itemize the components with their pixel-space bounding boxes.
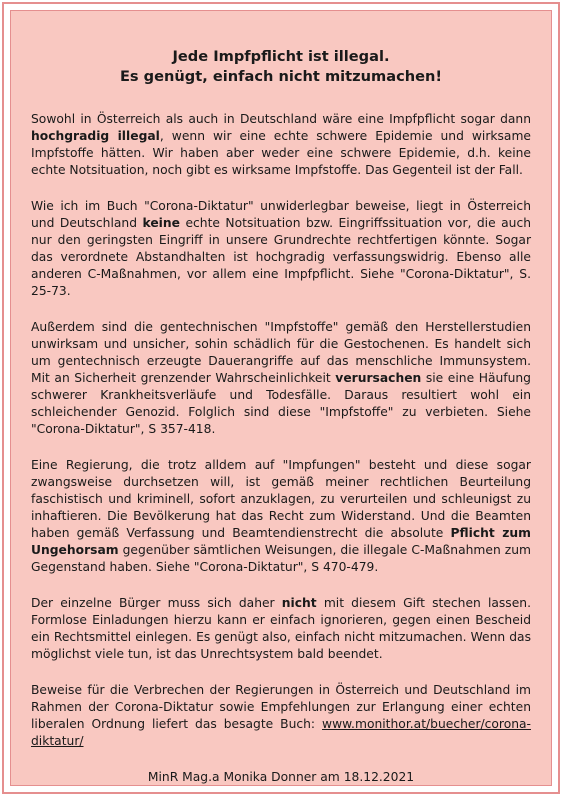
paragraph-2	[31, 198, 531, 300]
paragraph-text: gegenüber sämtlichen Weisungen, die illegale C-Maßnahmen zum Gegenstand haben. Siehe "Corona-Diktatur", S 470-479.	[31, 543, 531, 574]
paragraph-text: Außerdem sind die gentechnischen "Impfstoffe" gemäß den Herstellerstudien unwirksam und unsicher, sohin schädlich für die Gestochenen. Es handelt sich um gentechnisch erzeugte Dauerangriffe auf das menschliche Immunsystem. Mit an Sicherheit grenzender Wahrscheinlichkeit	[31, 320, 531, 385]
paragraph-text: Sowohl in Österreich als auch in Deutschland wäre eine Impfpflicht sogar dann	[31, 112, 531, 126]
title-line-1: Jede Impfpflicht ist illegal.	[172, 48, 390, 65]
content-panel	[10, 10, 552, 786]
paragraph-4	[31, 457, 531, 576]
paragraph-6	[31, 682, 531, 750]
emphasis: nicht	[281, 596, 317, 610]
paragraph-text: sie eine Häufung schwerer Krankheitsverläufe und Todesfälle. Daraus resultiert wohl ein schleichender Genozid. Folglich sind diese "Impfstoffe" zu verbieten. Siehe "Corona-Diktatur", S 357-418.	[31, 371, 531, 436]
paragraph-text: mit diesem Gift stechen lassen. Formlose Einladungen hierzu kann er einfach ignorieren, gegen einen Bescheid ein Rechtsmittel einlegen. Es genügt also, einfach nicht mitzumachen. Wenn das möglichst viele tun, ist das Unrechtsystem bald beendet.	[31, 596, 531, 661]
emphasis: verursachen	[335, 371, 422, 385]
paragraph-text: , wenn wir eine echte schwere Epidemie und wirksame Impfstoffe hätten. Wir haben aber weder eine schwere Epidemie, d.h. keine echte Notsituation, noch gibt es wirksame Impfstoffe. Das Gegenteil ist der Fall.	[31, 129, 532, 177]
emphasis: keine	[142, 216, 180, 230]
paragraph-1	[31, 111, 531, 179]
paragraph-text: Beweise für die Verbrechen der Regierungen in Österreich und Deutschland im Rahmen der Corona-Diktatur sowie Empfehlungen zur Erlangung einer echten liberalen Ordnung liefert das besagte Buch:	[31, 683, 531, 731]
paragraph-3	[31, 319, 531, 438]
paragraph-text: Wie ich im Buch "Corona-Diktatur" unwiderlegbar beweise, liegt in Österreich und Deutschland	[31, 199, 531, 230]
paragraph-5	[31, 595, 531, 663]
emphasis: Pflicht zum Ungehorsam	[31, 526, 531, 557]
outer-frame	[2, 2, 560, 794]
title-line-2: Es genügt, einfach nicht mitzumachen!	[119, 68, 443, 85]
paragraph-text: Der einzelne Bürger muss sich daher	[31, 596, 282, 610]
book-link[interactable]: www.monithor.at/buecher/corona-diktatur/	[31, 717, 531, 748]
signature: MinR Mag.a Monika Donner am 18.12.2021	[147, 770, 415, 784]
paragraph-text: echte Notsituation bzw. Eingriffssituation vor, die auch nur den geringsten Eingriff in unsere Grundrechte rechtfertigen könnte. Sogar das verordnete Abstandhalten ist hochgradig verfassungswidrig. Ebenso alle anderen C-Maßnahmen, vor allem eine Impfpflicht. Siehe "Corona-Diktatur", S. 25-73.	[31, 216, 532, 298]
emphasis: hochgradig illegal	[31, 129, 160, 143]
document-title	[31, 47, 531, 87]
paragraph-text: Eine Regierung, die trotz alldem auf "Impfungen" besteht und diese sogar zwangsweise durchsetzen will, ist gemäß meiner rechtlichen Beurteilung faschistisch und kriminell, sofort anzuklagen, zu verurteilen und schleunigst zu inhaftieren. Die Bevölkerung hat das Recht zum Widerstand. Und die Beamten haben gemäß Verfassung und Beamtendienstrecht die absolute	[31, 458, 531, 540]
